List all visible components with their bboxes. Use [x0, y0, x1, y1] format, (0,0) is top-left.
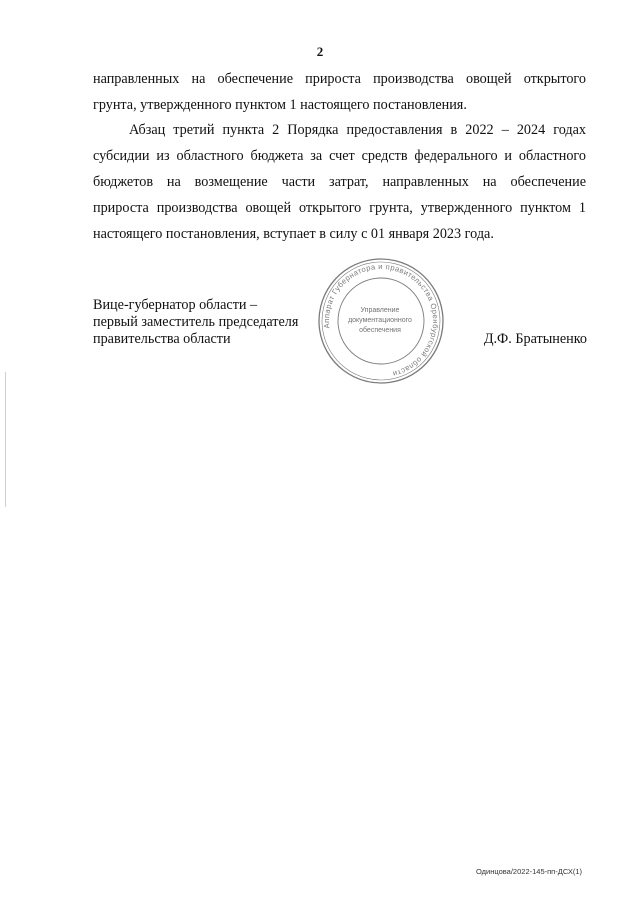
stamp-ring-text: Аппарат Губернатора и правительства Оренбургской области: [321, 261, 441, 379]
stamp-inner-line: Управление: [360, 307, 400, 314]
stamp-inner-line: обеспечения: [359, 327, 401, 334]
stamp-inner-line: документационного: [348, 317, 412, 324]
scan-edge-mark: [5, 372, 6, 507]
text-line: субсидии из областного бюджета за счет средств федерального и областного: [93, 148, 586, 164]
position-line: Вице-губернатор области –: [93, 297, 258, 313]
text-line: направленных на обеспечение прироста производства овощей открытого: [93, 71, 586, 87]
document-footer-id: Одинцова/2022-145-пп-ДСХ(1): [476, 867, 582, 876]
paragraph-2: [93, 117, 586, 247]
stamp-inner-text: [339, 306, 421, 336]
text-line: бюджетов на возмещение части затрат, направленных на обеспечение: [93, 174, 586, 190]
text-line: настоящего постановления, вступает в силу с 01 января 2023 года.: [93, 226, 494, 242]
text-line: Абзац третий пункта 2 Порядка предоставления в 2022 – 2024 годах: [129, 122, 586, 138]
position-line: правительства области: [93, 331, 231, 347]
page-number: 2: [316, 44, 324, 59]
paragraph-1: [93, 66, 586, 118]
position-line: первый заместитель председателя: [93, 314, 299, 330]
text-line: прироста производства овощей открытого грунта, утвержденного пунктом 1: [93, 200, 586, 216]
signatory-name: Д.Ф. Братыненко: [483, 331, 587, 347]
text-line: грунта, утвержденного пунктом 1 настоящего постановления.: [93, 97, 467, 113]
signatory-position: [93, 297, 298, 348]
